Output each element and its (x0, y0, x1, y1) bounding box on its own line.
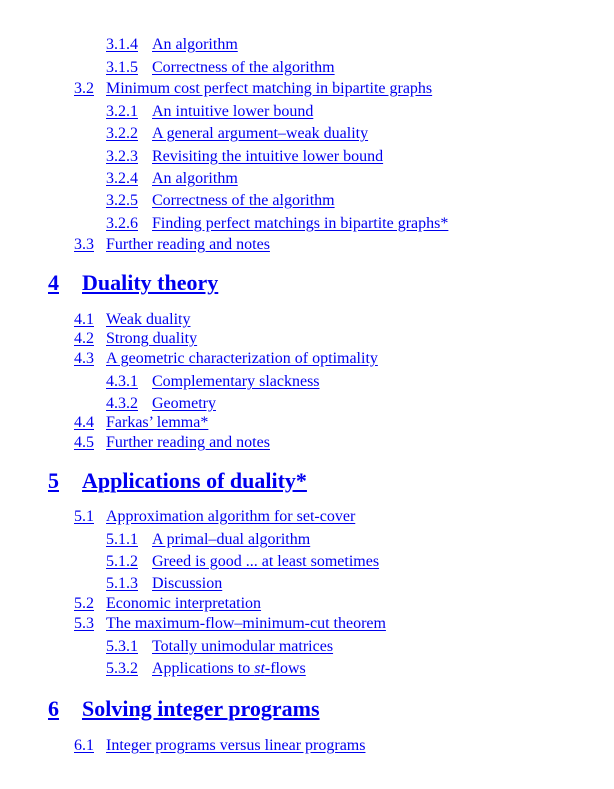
toc-chapter-6[interactable] (48, 696, 320, 722)
chapter-number[interactable]: 6 (48, 696, 59, 721)
toc-title[interactable]: Integer programs versus linear programs (106, 737, 366, 754)
toc-entry-5-3-2[interactable] (106, 660, 306, 678)
toc-title[interactable]: An algorithm (152, 170, 238, 187)
toc-number[interactable]: 5.3 (74, 615, 94, 632)
toc-entry-3-2-2[interactable] (106, 125, 368, 143)
toc-title[interactable]: An intuitive lower bound (152, 103, 314, 120)
toc-title-italic: st (254, 660, 265, 677)
toc-title[interactable]: Weak duality (106, 311, 191, 328)
toc-number[interactable]: 4.1 (74, 311, 94, 328)
toc-number[interactable]: 4.3 (74, 350, 94, 367)
toc-title[interactable]: The maximum-flow–minimum-cut theorem (106, 615, 386, 632)
toc-number[interactable]: 5.1.3 (106, 575, 138, 592)
toc-title[interactable]: Totally unimodular matrices (152, 638, 334, 655)
toc-number[interactable]: 5.3.1 (106, 638, 138, 655)
toc-title[interactable]: Minimum cost perfect matching in bipartite graphs (106, 80, 433, 97)
toc-title[interactable]: A primal–dual algorithm (152, 531, 311, 548)
toc-entry-4-3-1[interactable] (106, 373, 320, 391)
toc-entry-3-2[interactable] (74, 80, 432, 98)
toc-entry-3-3[interactable] (74, 236, 270, 254)
toc-title[interactable]: Discussion (152, 575, 223, 592)
toc-entry-3-1-5[interactable] (106, 59, 335, 77)
chapter-title[interactable]: Applications of duality* (82, 468, 307, 493)
toc-title[interactable]: Greed is good ... at least sometimes (152, 553, 380, 570)
toc-entry-5-1-1[interactable] (106, 531, 310, 549)
toc-entry-4-5[interactable] (74, 434, 270, 452)
toc-entry-3-2-3[interactable] (106, 148, 383, 166)
toc-number[interactable]: 4.2 (74, 330, 94, 347)
toc-entry-4-3[interactable] (74, 350, 378, 368)
toc-number[interactable]: 5.1.2 (106, 553, 138, 570)
toc-title[interactable]: Finding perfect matchings in bipartite graphs* (152, 215, 449, 232)
toc-title[interactable]: Geometry (152, 395, 216, 412)
toc-title[interactable]: A general argument–weak duality (152, 125, 369, 142)
toc-entry-5-3[interactable] (74, 615, 386, 633)
toc-entry-4-3-2[interactable] (106, 395, 216, 413)
toc-title[interactable]: A geometric characterization of optimality (106, 350, 378, 367)
toc-title[interactable]: Complementary slackness (152, 373, 320, 390)
toc-number[interactable]: 3.1.5 (106, 59, 138, 76)
toc-number[interactable]: 4.3.2 (106, 395, 138, 412)
toc-title[interactable]: Strong duality (106, 330, 198, 347)
toc-number[interactable]: 5.1 (74, 508, 94, 525)
toc-entry-3-2-5[interactable] (106, 192, 335, 210)
toc-number[interactable]: 5.3.2 (106, 660, 138, 677)
toc-number[interactable]: 3.2 (74, 80, 94, 97)
toc-entry-3-2-1[interactable] (106, 103, 313, 121)
toc-chapter-4[interactable] (48, 270, 218, 296)
toc-title[interactable]: Correctness of the algorithm (152, 192, 335, 209)
toc-number[interactable]: 3.2.1 (106, 103, 138, 120)
toc-number[interactable]: 4.5 (74, 434, 94, 451)
toc-chapter-5[interactable] (48, 468, 307, 494)
toc-entry-3-1-4[interactable] (106, 36, 238, 54)
toc-entry-4-4[interactable] (74, 414, 208, 432)
toc-title[interactable]: Revisiting the intuitive lower bound (152, 148, 384, 165)
toc-number[interactable]: 3.2.2 (106, 125, 138, 142)
toc-title[interactable]: An algorithm (152, 36, 238, 53)
toc-title[interactable]: Further reading and notes (106, 236, 270, 253)
toc-number[interactable]: 4.4 (74, 414, 94, 431)
toc-number[interactable]: 4.3.1 (106, 373, 138, 390)
toc-entry-4-1[interactable] (74, 311, 190, 329)
toc-title[interactable]: Approximation algorithm for set-cover (106, 508, 356, 525)
toc-number[interactable]: 3.2.5 (106, 192, 138, 209)
toc-title-suffix: -flows (264, 660, 306, 677)
toc-number[interactable]: 3.3 (74, 236, 94, 253)
toc-title[interactable]: Farkas’ lemma* (106, 414, 209, 431)
toc-entry-5-1-2[interactable] (106, 553, 379, 571)
toc-number[interactable]: 5.1.1 (106, 531, 138, 548)
toc-entry-4-2[interactable] (74, 330, 197, 348)
toc-number[interactable]: 5.2 (74, 595, 94, 612)
toc-entry-3-2-4[interactable] (106, 170, 238, 188)
toc-entry-5-2[interactable] (74, 595, 261, 613)
toc-title[interactable]: Economic interpretation (106, 595, 262, 612)
toc-number[interactable]: 3.2.3 (106, 148, 138, 165)
toc-entry-5-1[interactable] (74, 508, 355, 526)
toc-entry-3-2-6[interactable] (106, 215, 448, 233)
toc-title[interactable]: Correctness of the algorithm (152, 59, 335, 76)
toc-number[interactable]: 3.2.6 (106, 215, 138, 232)
toc-title[interactable] (152, 660, 306, 677)
toc-number[interactable]: 6.1 (74, 737, 94, 754)
toc-title[interactable]: Further reading and notes (106, 434, 270, 451)
toc-entry-5-1-3[interactable] (106, 575, 222, 593)
chapter-title[interactable]: Solving integer programs (82, 696, 320, 721)
toc-title-prefix: Applications to (152, 660, 255, 677)
chapter-number[interactable]: 5 (48, 468, 59, 493)
chapter-title[interactable]: Duality theory (82, 270, 219, 295)
chapter-number[interactable]: 4 (48, 270, 59, 295)
toc-number[interactable]: 3.1.4 (106, 36, 138, 53)
toc-number[interactable]: 3.2.4 (106, 170, 138, 187)
toc-entry-6-1[interactable] (74, 737, 365, 755)
toc-entry-5-3-1[interactable] (106, 638, 333, 656)
